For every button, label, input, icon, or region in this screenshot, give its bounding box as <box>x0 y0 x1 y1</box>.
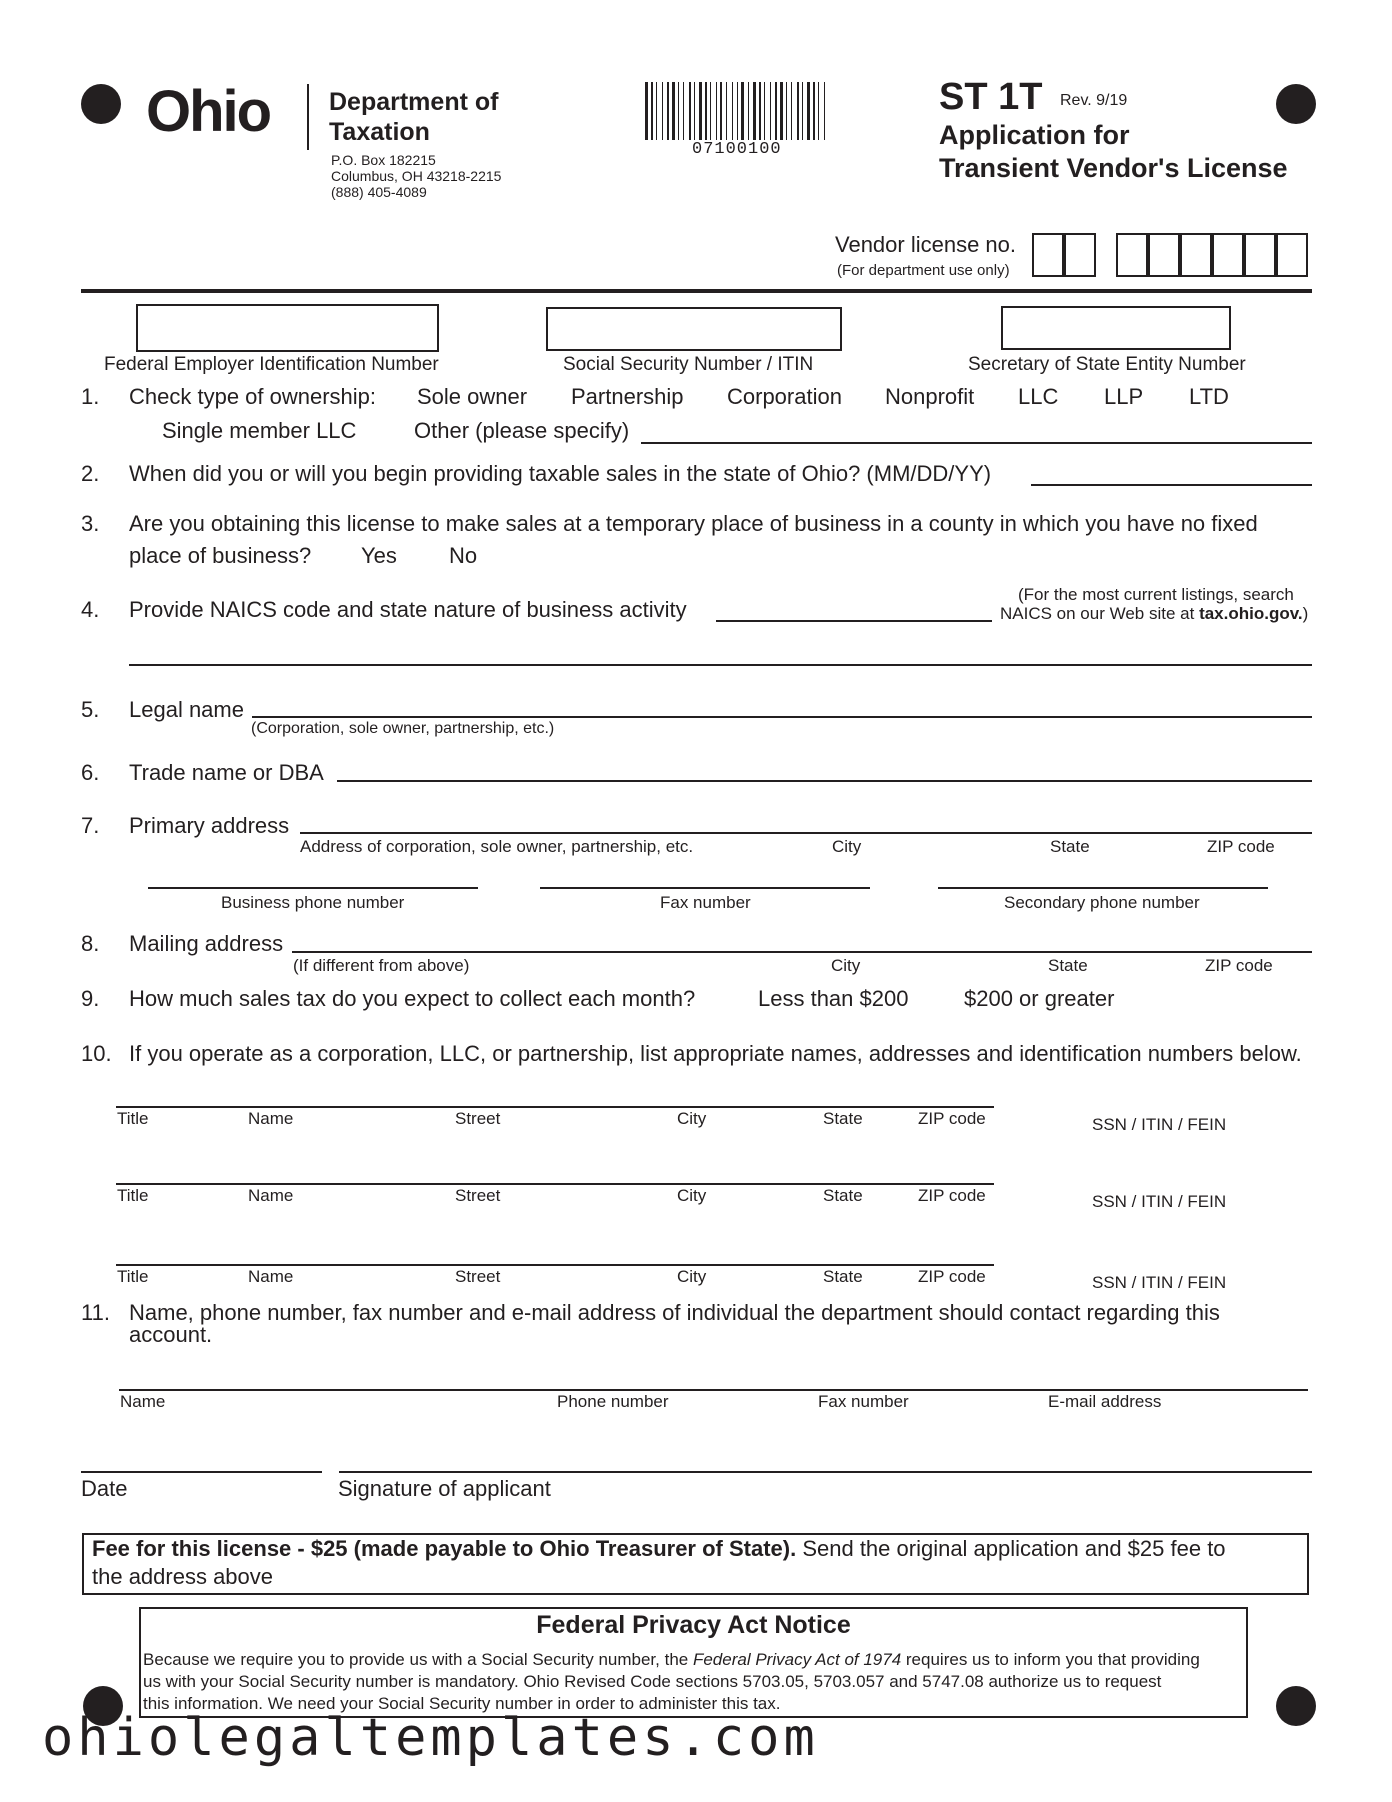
barcode-bar <box>770 82 771 140</box>
dept-name-line1: Department of <box>329 88 499 116</box>
contact-name-hint: Name <box>120 1392 166 1411</box>
q2-label: When did you or will you begin providing taxable sales in the state of Ohio? (MM/DD/YY) <box>129 461 992 486</box>
q8-label: Mailing address <box>129 931 284 956</box>
officer-zip-hint: ZIP code <box>918 1109 986 1128</box>
q3-yes[interactable]: Yes <box>361 543 397 568</box>
q4-number: 4. <box>81 597 100 622</box>
barcode-bar <box>759 82 761 140</box>
barcode-bar <box>720 82 722 140</box>
form-title-line1: Application for <box>939 120 1130 150</box>
q7-number: 7. <box>81 813 100 838</box>
q6-label: Trade name or DBA <box>129 760 324 785</box>
barcode-bar <box>753 82 756 140</box>
officer-city-hint: City <box>677 1267 707 1286</box>
barcode-bar <box>802 82 803 140</box>
barcode-bar <box>656 82 657 140</box>
q2-number: 2. <box>81 461 100 486</box>
primary-zip-hint: ZIP code <box>1207 837 1275 856</box>
ownership-ltd[interactable]: LTD <box>1189 384 1229 409</box>
sales-tax-less-than-200[interactable]: Less than $200 <box>758 986 909 1011</box>
q3-no[interactable]: No <box>449 543 478 568</box>
q5-label: Legal name <box>129 697 244 722</box>
business-activity-input[interactable] <box>129 664 1312 666</box>
barcode-bar <box>807 82 810 140</box>
barcode-bar <box>764 82 765 140</box>
privacy-text-line3: this information. We need your Social Security number in order to administer this tax. <box>143 1694 781 1713</box>
barcode-bar <box>813 82 815 140</box>
q10-number: 10. <box>81 1041 112 1066</box>
barcode-bar <box>689 82 691 140</box>
ownership-other[interactable]: Other (please specify) <box>414 418 630 443</box>
ownership-other-input[interactable] <box>641 442 1312 444</box>
q5-number: 5. <box>81 697 100 722</box>
q11-label-line2: account. <box>129 1322 213 1347</box>
vendor-license-digit-box <box>1180 233 1212 277</box>
officer-title-hint: Title <box>117 1109 149 1128</box>
date-input[interactable] <box>81 1471 322 1473</box>
ownership-llc[interactable]: LLC <box>1018 384 1059 409</box>
start-date-input[interactable] <box>1031 484 1312 486</box>
primary-address-hint: Address of corporation, sole owner, partnership, etc. <box>300 837 694 856</box>
officer-city-hint: City <box>677 1109 707 1128</box>
barcode-bar <box>699 82 702 140</box>
date-label: Date <box>81 1476 128 1501</box>
officer-zip-hint: ZIP code <box>918 1186 986 1205</box>
sales-tax-200-or-greater[interactable]: $200 or greater <box>964 986 1115 1011</box>
privacy-act-name: Federal Privacy Act of 1974 <box>692 1650 902 1669</box>
officer-state-hint: State <box>823 1267 863 1286</box>
secondary-phone-input[interactable] <box>938 887 1268 889</box>
officer-city-hint: City <box>677 1186 707 1205</box>
naics-note-line2 <box>1000 604 1308 624</box>
ownership-llp[interactable]: LLP <box>1104 384 1144 409</box>
barcode-bar <box>683 82 684 140</box>
mailing-state-hint: State <box>1048 956 1088 975</box>
dept-phone: (888) 405-4089 <box>331 184 427 200</box>
barcode-bar <box>818 82 819 140</box>
ssn-label: Social Security Number / ITIN <box>563 354 814 375</box>
q8-number: 8. <box>81 931 100 956</box>
officer-id-hint: SSN / ITIN / FEIN <box>1092 1273 1227 1292</box>
officer-id-hint: SSN / ITIN / FEIN <box>1092 1192 1227 1211</box>
naics-note-line1: (For the most current listings, search <box>1018 585 1294 604</box>
ownership-nonprofit[interactable]: Nonprofit <box>885 384 975 409</box>
officer-name-hint: Name <box>248 1109 294 1128</box>
q3-number: 3. <box>81 511 100 536</box>
legal-name-input[interactable] <box>252 716 1312 718</box>
barcode-bar <box>741 82 744 140</box>
ownership-sole-owner[interactable]: Sole owner <box>417 384 528 409</box>
mailing-zip-hint: ZIP code <box>1205 956 1273 975</box>
officer-zip-hint: ZIP code <box>918 1267 986 1286</box>
dept-name-line2: Taxation <box>329 118 430 146</box>
mailing-address-hint: (If different from above) <box>293 956 470 975</box>
privacy-text-line1 <box>143 1650 1200 1670</box>
officer-name-hint: Name <box>248 1186 294 1205</box>
barcode-bar <box>710 82 711 140</box>
barcode-bar <box>748 82 749 140</box>
q6-number: 6. <box>81 760 100 785</box>
watermark-text: ohiolegaltemplates.com <box>42 1708 819 1768</box>
q11-label-line1: Name, phone number, fax number and e-mail address of individual the department should contact regarding this <box>129 1300 1220 1325</box>
barcode-bar <box>716 82 717 140</box>
trade-name-input[interactable] <box>337 780 1312 782</box>
officer-name-hint: Name <box>248 1267 294 1286</box>
barcode-bar <box>651 82 653 140</box>
vendor-license-digit-box <box>1116 233 1148 277</box>
barcode-bar <box>662 82 663 140</box>
header-rule <box>81 289 1312 293</box>
q10-label: If you operate as a corporation, LLC, or partnership, list appropriate names, addresses and identification numbers below. <box>129 1041 1302 1066</box>
barcode <box>645 82 829 142</box>
q4-label: Provide NAICS code and state nature of business activity <box>129 597 687 622</box>
form-title-line2: Transient Vendor's License <box>939 153 1288 183</box>
barcode-bar <box>786 82 787 140</box>
contact-fax-hint: Fax number <box>818 1392 909 1411</box>
privacy-text-a: Because we require you to provide us with a Social Security number, the <box>143 1650 693 1669</box>
vendor-license-note: (For department use only) <box>837 262 1010 279</box>
mailing-city-hint: City <box>831 956 861 975</box>
barcode-bar <box>791 82 792 140</box>
dept-city: Columbus, OH 43218-2215 <box>331 168 502 184</box>
registration-dot-bottom-right <box>1276 1686 1316 1726</box>
barcode-bar <box>780 82 783 140</box>
officer-row-input[interactable] <box>116 1106 994 1108</box>
officer-street-hint: Street <box>455 1186 501 1205</box>
vendor-license-digit-box <box>1064 233 1096 277</box>
business-phone-hint: Business phone number <box>221 893 405 912</box>
contact-email-hint: E-mail address <box>1048 1392 1162 1411</box>
officer-row-input[interactable] <box>116 1183 994 1185</box>
officer-row-input[interactable] <box>116 1264 994 1266</box>
legal-name-hint: (Corporation, sole owner, partnership, etc.) <box>251 720 555 737</box>
q1-label: Check type of ownership: <box>129 384 377 409</box>
mailing-address-input[interactable] <box>292 951 1312 953</box>
fein-label: Federal Employer Identification Number <box>104 354 439 375</box>
fee-text-line2: the address above <box>92 1564 274 1589</box>
contact-phone-hint: Phone number <box>557 1392 669 1411</box>
officer-street-hint: Street <box>455 1109 501 1128</box>
fax-number-hint: Fax number <box>660 893 751 912</box>
barcode-bar <box>694 82 695 140</box>
barcode-bar <box>645 82 648 140</box>
vendor-license-digit-box <box>1276 233 1308 277</box>
fee-text-bold: Fee for this license - $25 (made payable to Ohio Treasurer of State). <box>92 1536 797 1561</box>
fee-text-line1 <box>92 1536 1226 1562</box>
barcode-bar <box>737 82 738 140</box>
privacy-text-b: requires us to inform you that providing <box>901 1650 1200 1669</box>
dept-po-box: P.O. Box 182215 <box>331 152 436 168</box>
contact-info-input[interactable] <box>119 1389 1308 1391</box>
ownership-single-member-llc[interactable]: Single member LLC <box>162 418 357 443</box>
barcode-number: 07100100 <box>692 140 782 159</box>
barcode-bar <box>678 82 679 140</box>
q1-number: 1. <box>81 384 100 409</box>
sos-entity-input[interactable] <box>1001 306 1231 350</box>
logo-divider <box>307 84 309 150</box>
privacy-text-line2: us with your Social Security number is mandatory. Ohio Revised Code sections 5703.05, 5703.057 and 5747.08 authorize us to request <box>143 1672 1162 1691</box>
secondary-phone-hint: Secondary phone number <box>1004 893 1200 912</box>
barcode-bar <box>667 82 669 140</box>
barcode-bar <box>732 82 733 140</box>
fax-number-input[interactable] <box>540 887 870 889</box>
ssn-input[interactable] <box>546 307 842 351</box>
registration-dot-top-right <box>1276 84 1316 124</box>
q11-number: 11. <box>81 1300 110 1325</box>
naics-input[interactable] <box>716 620 992 622</box>
privacy-notice-title: Federal Privacy Act Notice <box>536 1611 851 1639</box>
signature-label: Signature of applicant <box>338 1476 551 1501</box>
sos-entity-label: Secretary of State Entity Number <box>968 354 1246 375</box>
vendor-license-digit-box <box>1032 233 1064 277</box>
q7-label: Primary address <box>129 813 290 838</box>
q3-label-line1: Are you obtaining this license to make sales at a temporary place of business in a county in which you have no fixed <box>129 511 1258 536</box>
vendor-license-digit-box <box>1148 233 1180 277</box>
primary-city-hint: City <box>832 837 862 856</box>
signature-input[interactable] <box>339 1471 1312 1473</box>
barcode-bar <box>726 82 727 140</box>
vendor-license-label: Vendor license no. <box>835 232 1017 257</box>
vendor-license-digit-box <box>1244 233 1276 277</box>
officer-title-hint: Title <box>117 1186 149 1205</box>
form-code: ST 1T <box>939 76 1043 118</box>
primary-address-input[interactable] <box>300 832 1312 834</box>
fee-text-rest: Send the original application and $25 fee to <box>796 1536 1226 1561</box>
registration-dot-top-left <box>81 84 121 124</box>
form-revision: Rev. 9/19 <box>1060 92 1128 109</box>
ownership-corporation[interactable]: Corporation <box>727 384 842 409</box>
ownership-partnership[interactable]: Partnership <box>571 384 684 409</box>
officer-state-hint: State <box>823 1109 863 1128</box>
vendor-license-digit-box <box>1212 233 1244 277</box>
q9-label: How much sales tax do you expect to collect each month? <box>129 986 696 1011</box>
barcode-bar <box>775 82 777 140</box>
officer-street-hint: Street <box>455 1267 501 1286</box>
barcode-bar <box>672 82 675 140</box>
business-phone-input[interactable] <box>148 887 478 889</box>
officer-state-hint: State <box>823 1186 863 1205</box>
naics-note-prefix: NAICS on our Web site at <box>1000 604 1200 623</box>
naics-note-close: ) <box>1302 604 1309 623</box>
barcode-bar <box>824 82 825 140</box>
naics-note-website-link[interactable]: tax.ohio.gov. <box>1199 604 1303 623</box>
ohio-logo: Ohio <box>146 79 271 144</box>
q9-number: 9. <box>81 986 100 1011</box>
primary-state-hint: State <box>1050 837 1090 856</box>
barcode-bar <box>797 82 799 140</box>
officer-title-hint: Title <box>117 1267 149 1286</box>
barcode-bar <box>705 82 707 140</box>
officer-id-hint: SSN / ITIN / FEIN <box>1092 1115 1227 1134</box>
q3-label-line2: place of business? <box>129 543 312 568</box>
fein-input[interactable] <box>136 304 439 352</box>
